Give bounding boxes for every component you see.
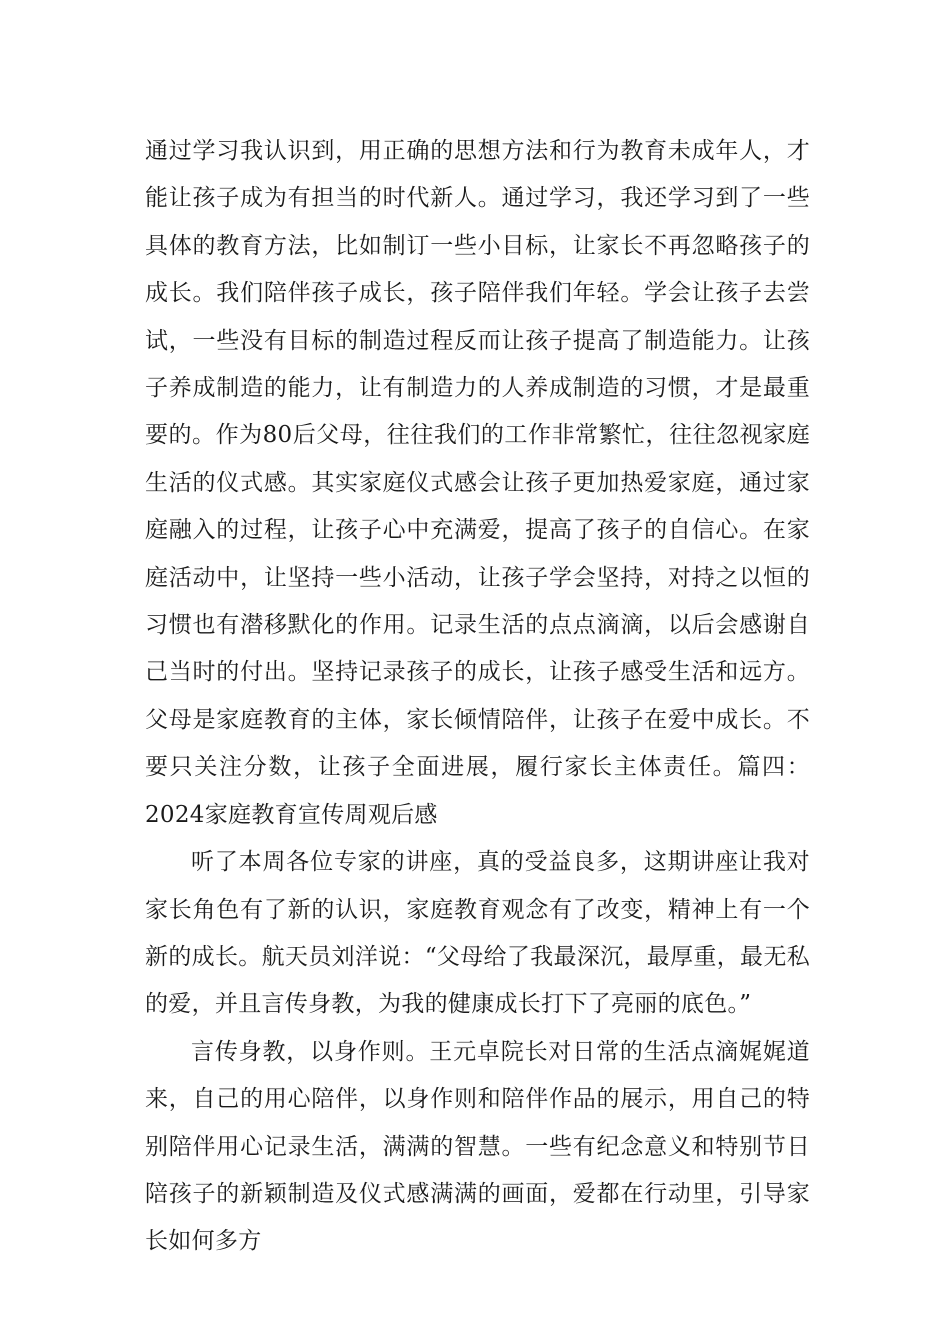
paragraph-3: 言传身教，以身作则。王元卓院长对日常的生活点滴娓娓道来，自己的用心陪伴，以身作则和陪伴作品的展示，用自己的特别陪伴用心记录生活，满满的智慧。一些有纪念意义和特别节日陪孩子的新颖制造及仪式感满满的画面，爱都在行动里，引导家长如何多方 — [145, 1038, 810, 1255]
paragraph-2: 听了本周各位专家的讲座，真的受益良多，这期讲座让我对家长角色有了新的认识，家庭教育观念有了改变，精神上有一个新的成长。航天员刘洋说：“父母给了我最深沉，最厚重，最无私的爱，并且言传身教，为我的健康成长打下了亮丽的底色。” — [145, 849, 810, 1018]
paragraph-1: 通过学习我认识到，用正确的思想方法和行为教育未成年人，才能让孩子成为有担当的时代新人。通过学习，我还学习到了一些具体的教育方法，比如制订一些小目标，让家长不再忽略孩子的成长。我们陪伴孩子成长，孩子陪伴我们年轻。学会让孩子去尝试，一些没有目标的制造过程反而让孩子提高了制造能力。让孩子养成制造的能力，让有制造力的人养成制造的习惯，才是最重要的。作为80后父母，往往我们的工作非常繁忙，往往忽视家庭生活的仪式感。其实家庭仪式感会让孩子更加热爱家庭，通过家庭融入的过程，让孩子心中充满爱，提高了孩子的自信心。在家庭活动中，让坚持一些小活动，让孩子学会坚持，对持之以恒的习惯也有潜移默化的作用。记录生活的点点滴滴，以后会感谢自己当时的付出。坚持记录孩子的成长，让孩子感受生活和远方。父母是家庭教育的主体，家长倾情陪伴，让孩子在爱中成长。不要只关注分数，让孩子全面进展，履行家长主体责任。篇四：2024家庭教育宣传周观后感 — [145, 138, 810, 828]
document-body — [145, 128, 810, 1266]
